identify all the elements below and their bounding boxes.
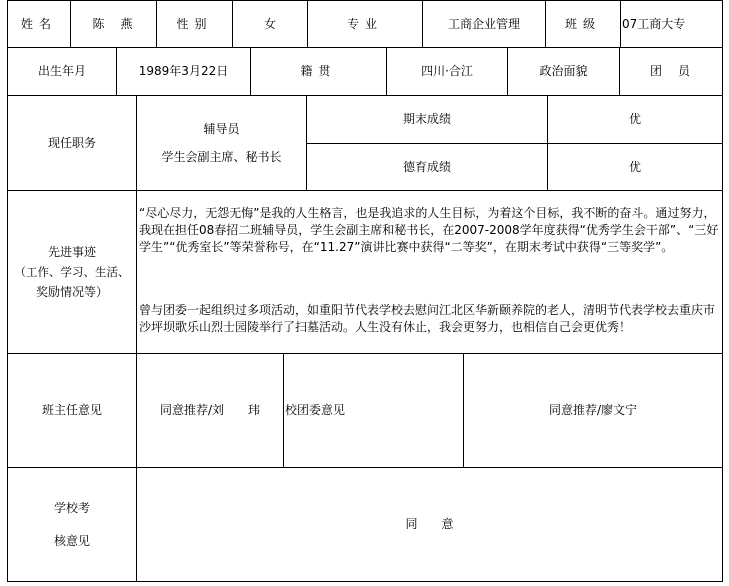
- school-opinion-value: 同 意: [136, 467, 723, 582]
- class-label: 班级: [545, 0, 621, 48]
- school-opinion-label: [7, 467, 137, 582]
- position-line-1: 辅导员: [203, 121, 240, 136]
- league-opinion-label: 校团委意见: [283, 353, 464, 468]
- moral-value: 优: [547, 143, 723, 191]
- political-value: 团 员: [619, 47, 723, 96]
- deeds-label-line-2: （工作、学习、生活、: [14, 265, 130, 279]
- gender-value: 女: [232, 0, 308, 48]
- major-label: 专业: [307, 0, 423, 48]
- birth-label: 出生年月: [7, 47, 117, 96]
- deeds-paragraph-2: 曾与团委一起组织过多项活动，如重阳节代表学校去慰问江北区华新颐养院的老人，清明节代表学校去重庆市沙坪坝歌乐山烈士园陵举行了扫墓活动。人生没有休止，我会更努力，也相信自己会更优秀！: [139, 303, 716, 334]
- birth-value: 1989年3月22日: [116, 47, 251, 96]
- moral-label: 德育成绩: [306, 143, 548, 191]
- position-line-2: 学生会副主席、秘书长: [161, 150, 282, 164]
- gender-label: 性别: [156, 0, 233, 48]
- school-label-line-2: 核意见: [53, 533, 90, 548]
- class-value: 07工商大专: [620, 0, 723, 48]
- name-value: 陈 燕: [70, 0, 157, 48]
- deeds-label-line-1: 先进事迹: [47, 245, 96, 259]
- position-label: 现任职务: [7, 95, 137, 191]
- major-value: 工商企业管理: [422, 0, 546, 48]
- teacher-opinion-value: 同意推荐/刘 玮: [136, 353, 284, 468]
- teacher-opinion-label: 班主任意见: [7, 353, 137, 468]
- deeds-label: [7, 190, 137, 354]
- final-exam-label: 期末成绩: [306, 95, 548, 144]
- deeds-paragraph-1: “尽心尽力，无怨无悔”是我的人生格言，也是我追求的人生目标，为着这个目标，我不断的奋斗。通过努力，我现在担任08春招二班辅导员，学生会副主席和秘书长，在2007-2008学年度获得“优秀学生会干部”、“三好学生”“优秀室长”等荣誉称号，在“11.27”演讲比赛中获得“二等奖”，在期末考试中获得“三等奖学”。: [139, 206, 719, 254]
- political-label: 政治面貌: [507, 47, 620, 96]
- league-opinion-value: 同意推荐/廖文宁: [463, 353, 723, 468]
- school-label-line-1: 学校考: [53, 501, 90, 516]
- name-label: 姓名: [7, 0, 71, 48]
- final-exam-value: 优: [547, 95, 723, 144]
- origin-value: 四川·合江: [386, 47, 508, 96]
- position-value: [136, 95, 307, 191]
- deeds-label-line-3: 奖励情况等）: [35, 285, 108, 299]
- origin-label: 籍贯: [250, 47, 387, 96]
